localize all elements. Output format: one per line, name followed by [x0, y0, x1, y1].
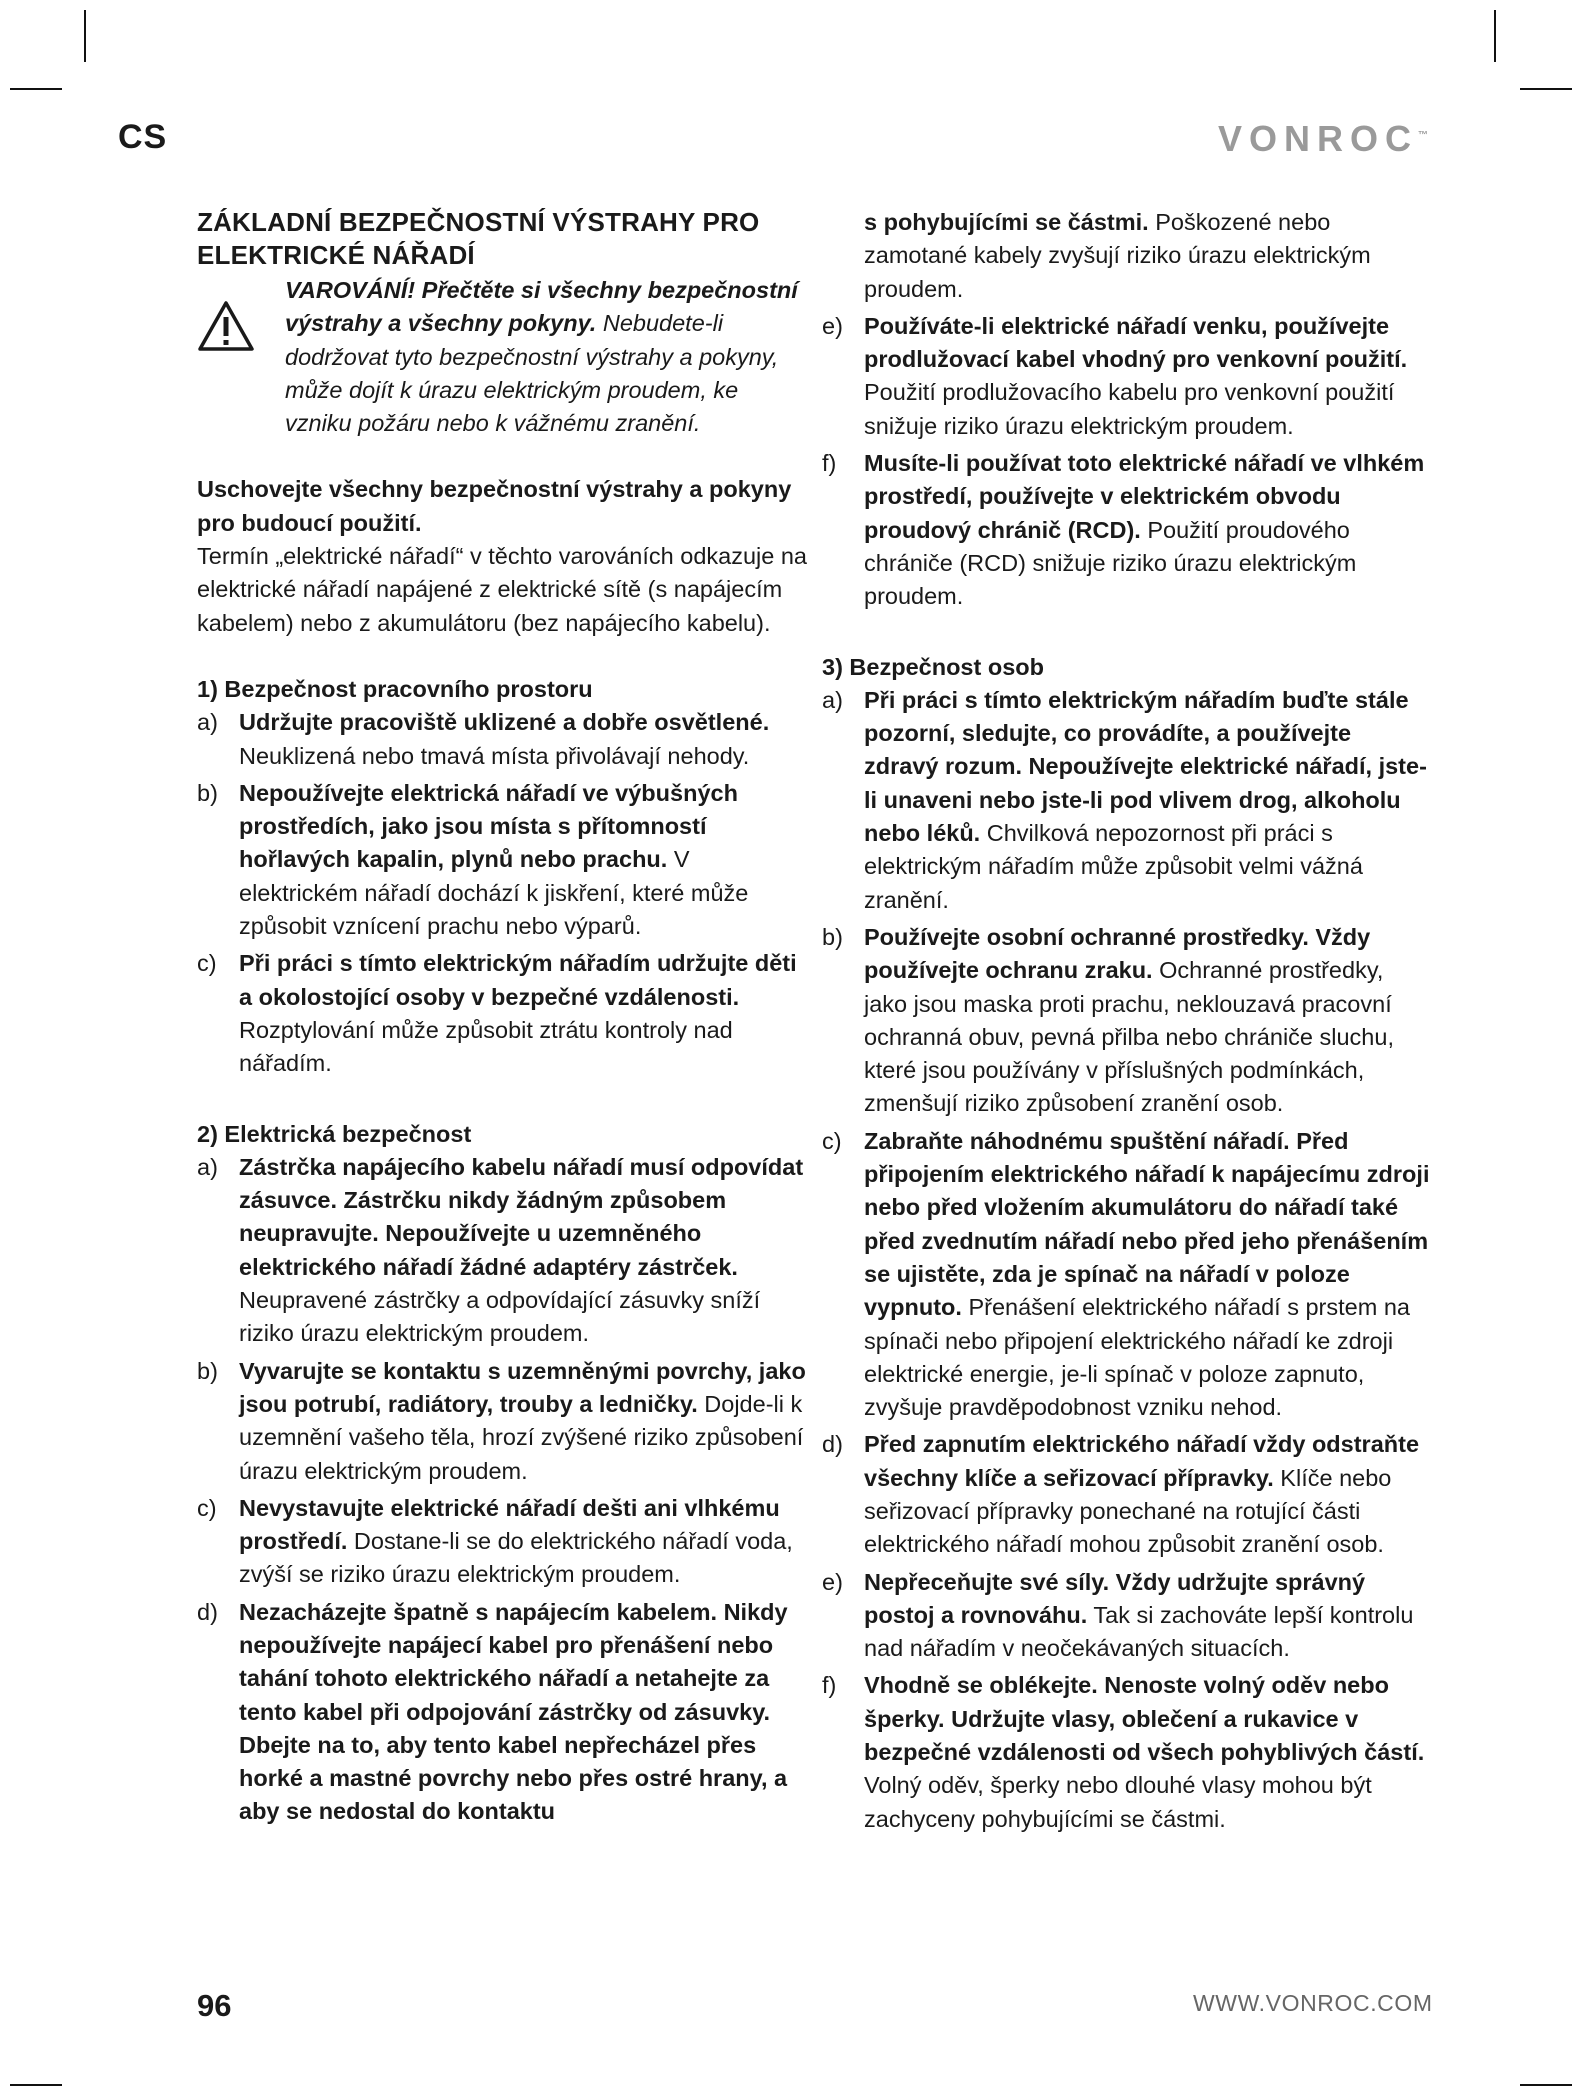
crop-mark-tl-v — [84, 10, 86, 62]
list-item — [822, 310, 1432, 443]
item-label: e) — [822, 312, 843, 339]
item-label: d) — [197, 1598, 218, 1625]
item-label: b) — [197, 779, 218, 806]
list-item — [197, 706, 807, 773]
item-label: c) — [197, 1494, 217, 1521]
item-label: a) — [197, 1153, 218, 1180]
crop-mark-bl-h — [10, 2084, 62, 2086]
item-text: Dojde-li k uzemnění vašeho těla, hrozí zvýšené riziko způsobení úrazu elektrickým proudem. — [239, 1390, 804, 1484]
item-text: Poškozené nebo zamotané kabely zvyšují riziko úrazu elektrickým proudem. — [864, 209, 1371, 302]
item-bold: Udržujte pracoviště uklizené a dobře osvětlené. — [239, 709, 770, 736]
list-item-continued — [822, 206, 1432, 306]
list-item — [822, 447, 1432, 613]
item-text: Tak si zachováte lepší kontrolu nad nářadím v neočekávaných situacích. — [864, 1601, 1414, 1662]
item-bold: Používejte osobní ochranné prostředky. Vždy používejte ochranu zraku. — [864, 923, 1371, 984]
item-text: V elektrickém nářadí dochází k jiskření, které může způsobit vznícení prachu nebo výparů. — [239, 846, 749, 940]
item-bold: Vyvarujte se kontaktu s uzemněnými povrchy, jako jsou potrubí, radiátory, trouby a ledničky. — [239, 1357, 806, 1417]
item-bold: Při práci s tímto elektrickým nářadím buďte stále pozorní, sledujte, co provádíte, a používejte zdravý rozum. Nepoužívejte elektrické nářadí, jste-li unaveni nebo jste-li pod vlivem drog, alkoholu nebo léků. — [864, 686, 1427, 847]
item-label: c) — [197, 950, 217, 977]
item-bold: Musíte-li používat toto elektrické nářadí ve vlhkém prostředí, používejte v elektrickém obvodu proudový chránič (RCD). — [864, 450, 1425, 543]
section-2-heading: 2) Elektrická bezpečnost — [197, 1120, 472, 1147]
list-item — [197, 1151, 807, 1351]
item-text: Neuklizená nebo tmavá místa přivolávají nehody. — [239, 742, 750, 769]
item-bold: Nezacházejte špatně s napájecím kabelem. Nikdy nepoužívejte napájecí kabel pro přenášení nebo tahání tohoto elektrického nářadí a netahejte za tento kabel při odpojování zástrčky od zásuvky. Dbejte na to, aby tento kabel nepřecházel přes horké a mastné povrchy nebo přes ostré hrany, a aby se nedostal do kontaktu — [239, 1598, 788, 1825]
warning-rest: Nebudete-li dodržovat tyto bezpečnostní výstrahy a pokyny, může dojít k úrazu elektrickým proudem, ke vzniku požáru nebo k vážnému zranění. — [285, 310, 779, 437]
warning-bold: VAROVÁNÍ! Přečtěte si všechny bezpečnostní výstrahy a všechny pokyny. — [285, 277, 798, 337]
item-bold: s pohybujícími se částmi. — [864, 209, 1149, 235]
crop-mark-br-h — [1520, 2084, 1572, 2086]
item-text: Klíče nebo seřizovací přípravky ponechané na rotující části elektrického nářadí mohou způsobit zranění osob. — [864, 1464, 1392, 1558]
list-item — [197, 1492, 807, 1592]
item-label: a) — [822, 686, 843, 713]
item-bold: Nepřeceňujte své síly. Vždy udržujte správný postoj a rovnováhu. — [864, 1568, 1366, 1628]
item-text: Ochranné prostředky, jako jsou maska proti prachu, neklouzavá pracovní ochranná obuv, pevná přilba nebo chrániče sluchu, které jsou používány v příslušných podmínkách, zmenšují riziko způsobení zranění osob. — [864, 957, 1394, 1117]
left-column — [197, 206, 807, 1833]
list-item — [822, 1566, 1432, 1666]
item-bold: Při práci s tímto elektrickým nářadím udržujte děti a okolostojící osoby v bezpečné vzdálenosti. — [239, 950, 797, 1010]
item-bold: Používáte-li elektrické nářadí venku, používejte prodlužovací kabel vhodný pro venkovní použití. — [864, 312, 1408, 373]
section-title-line-2: ELEKTRICKÉ NÁŘADÍ — [197, 240, 475, 270]
keep-instructions: Uschovejte všechny bezpečnostní výstrahy a pokyny pro budoucí použití. — [197, 476, 792, 536]
item-text: Chvilková nepozornost při práci s elektrickým nářadím může způsobit velmi vážná zranění. — [864, 820, 1363, 913]
item-text: Použití proudového chrániče (RCD) snižuje riziko úrazu elektrickým proudem. — [864, 516, 1357, 610]
warning-triangle-icon — [197, 300, 255, 352]
item-label: b) — [197, 1357, 218, 1384]
list-item — [822, 1428, 1432, 1561]
section-1-heading: 1) Bezpečnost pracovního prostoru — [197, 675, 593, 702]
brand-logo-text: VONROC — [1218, 118, 1419, 159]
list-item — [197, 777, 807, 943]
item-label: d) — [822, 1431, 843, 1458]
list-item — [822, 921, 1432, 1121]
brand-logo: VONROC™ — [1218, 118, 1429, 159]
warning-block — [197, 274, 807, 440]
crop-mark-tl-h — [10, 88, 62, 90]
list-item — [197, 1596, 807, 1829]
item-label: f) — [822, 450, 837, 477]
item-label: e) — [822, 1568, 843, 1595]
list-item — [822, 684, 1432, 917]
item-text: Volný oděv, šperky nebo dlouhé vlasy mohou být zachyceny pohybujícími se částmi. — [864, 1772, 1372, 1832]
crop-mark-tr-v — [1494, 10, 1496, 62]
item-bold: Zabraňte náhodnému spuštění nářadí. Před připojením elektrického nářadí k napájecímu zdroji nebo před vložením akumulátoru do nářadí také před zvednutím nářadí nebo před jeho přenášením se ujistěte, zda je spínač na nářadí v poloze vypnuto. — [864, 1127, 1430, 1321]
list-item — [822, 1669, 1432, 1835]
item-bold: Vhodně se oblékejte. Nenoste volný oděv nebo šperky. Udržujte vlasy, oblečení a rukavice v bezpečné vzdálenosti od všech pohyblivých částí. — [864, 1672, 1425, 1766]
item-label: c) — [822, 1127, 842, 1154]
page-number: 96 — [197, 1988, 232, 2023]
list-item — [822, 1125, 1432, 1425]
section-title-line-1: ZÁKLADNÍ BEZPEČNOSTNÍ VÝSTRAHY PRO — [197, 207, 760, 237]
item-bold: Nepoužívejte elektrická nářadí ve výbušných prostředích, jako jsou místa s přítomností hořlavých kapalin, plynů nebo prachu. — [239, 779, 738, 873]
item-bold: Před zapnutím elektrického nářadí vždy odstraňte všechny klíče a seřizovací přípravky. — [864, 1431, 1420, 1491]
item-label: a) — [197, 709, 218, 736]
list-item — [197, 947, 807, 1080]
item-text: Dostane-li se do elektrického nářadí voda, zvýší se riziko úrazu elektrickým proudem. — [239, 1528, 793, 1588]
item-text: Použití prodlužovacího kabelu pro venkovní použití snižuje riziko úrazu elektrickým proudem. — [864, 379, 1395, 439]
section-3-heading: 3) Bezpečnost osob — [822, 653, 1044, 680]
item-text: Přenášení elektrického nářadí s prstem na spínači nebo připojení elektrického nářadí ke zdroji elektrické energie, je-li spínač v poloze zapnuto, zvyšuje pravděpodobnost vzniku nehod. — [864, 1294, 1410, 1421]
item-bold: Zástrčka napájecího kabelu nářadí musí odpovídat zásuvce. Zástrčku nikdy žádným způsobem neupravujte. Nepoužívejte u uzemněného elektrického nářadí žádné adaptéry zástrček. — [239, 1153, 804, 1280]
footer-url[interactable]: WWW.VONROC.COM — [1193, 1990, 1433, 2016]
warning-text — [285, 274, 807, 440]
item-text: Neupravené zástrčky a odpovídající zásuvky sníží riziko úrazu elektrickým proudem. — [239, 1287, 761, 1347]
right-column — [822, 206, 1432, 1840]
item-text: Rozptylování může způsobit ztrátu kontroly nad nářadím. — [239, 1016, 733, 1077]
list-item — [197, 1355, 807, 1488]
item-label: b) — [822, 923, 843, 950]
item-bold: Nevystavujte elektrické nářadí dešti ani vlhkému prostředí. — [239, 1494, 780, 1555]
term-definition: Termín „elektrické nářadí“ v těchto varováních odkazuje na elektrické nářadí napájené z elektrické sítě (s napájecím kabelem) nebo z akumulátoru (bez napájecího kabelu). — [197, 543, 807, 636]
language-code: CS — [118, 118, 168, 156]
item-label: f) — [822, 1672, 837, 1699]
crop-mark-tr-h — [1520, 88, 1572, 90]
